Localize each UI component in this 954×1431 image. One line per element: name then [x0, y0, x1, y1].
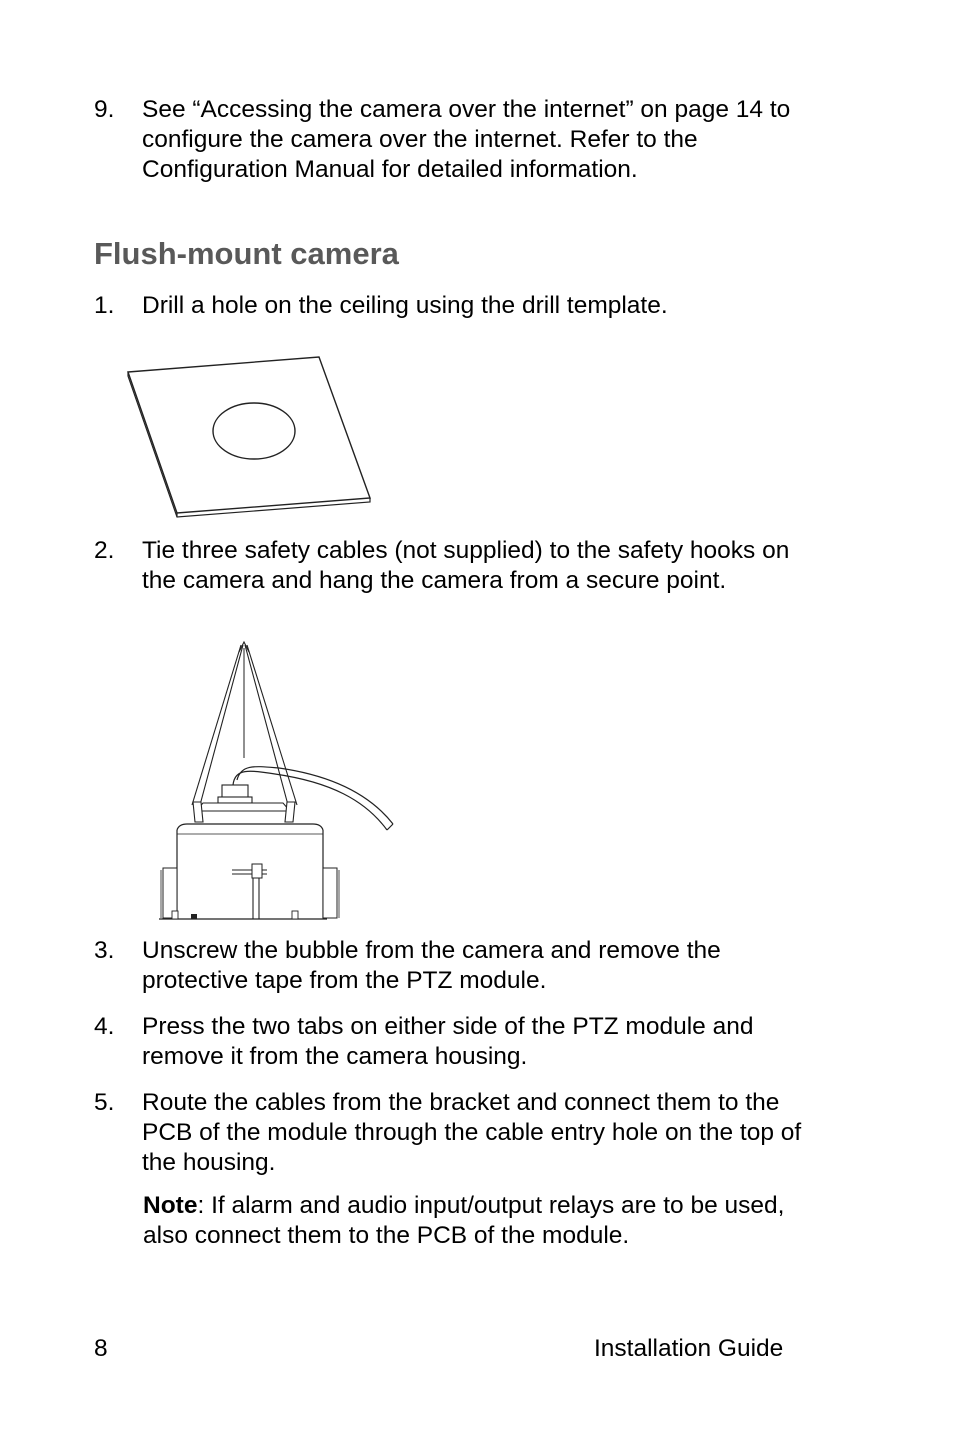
- step-number: 3.: [94, 937, 115, 964]
- step-text: Tie three safety cables (not supplied) to the safety hooks on the camera and hang the camera from a secure point.: [142, 537, 790, 594]
- step-number: 2.: [94, 537, 115, 564]
- note: [143, 1191, 793, 1251]
- step-text: See “Accessing the camera over the internet” on page 14 to configure the camera over the internet. Refer to the Configuration Manual for detailed information.: [142, 96, 791, 183]
- section-heading: Flush-mount camera: [94, 236, 399, 271]
- step-text: Drill a hole on the ceiling using the drill template.: [142, 292, 668, 319]
- step-number: 4.: [94, 1013, 115, 1040]
- camera-hanging-illustration: [155, 640, 395, 925]
- step-number: 1.: [94, 292, 115, 319]
- note-label: Note: [143, 1192, 198, 1219]
- footer-title: Installation Guide: [594, 1335, 784, 1362]
- drill-template-illustration: [120, 350, 380, 520]
- step-text: Route the cables from the bracket and connect them to the PCB of the module through the cable entry hole on the top of the housing.: [142, 1089, 802, 1176]
- page-number: 8: [94, 1335, 108, 1362]
- step-number: 5.: [94, 1089, 115, 1116]
- step-number: 9.: [94, 96, 115, 123]
- note-text: : If alarm and audio input/output relays are to be used, also connect them to the PCB of the module.: [143, 1192, 785, 1249]
- step-text: Unscrew the bubble from the camera and remove the protective tape from the PTZ module.: [142, 937, 721, 994]
- step-text: Press the two tabs on either side of the PTZ module and remove it from the camera housing.: [142, 1013, 754, 1070]
